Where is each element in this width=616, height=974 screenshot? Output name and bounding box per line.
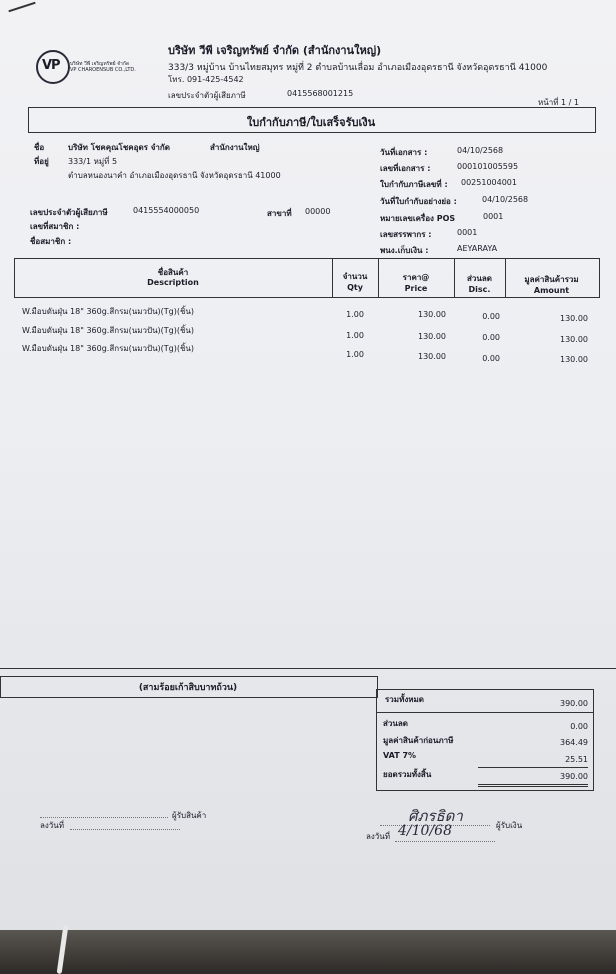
table-row-disc: 0.00 <box>482 333 500 342</box>
logo-letters: VP <box>42 58 60 73</box>
total-value-0: 390.00 <box>560 699 588 708</box>
company-tax-label: เลขประจำตัวผู้เสียภาษี <box>168 91 246 100</box>
totals-divider <box>376 712 593 713</box>
customer-branch-no: 00000 <box>305 207 331 216</box>
customer-address-2: ตำบลหนองนาคำ อำเภอเมืองอุดรธานี จังหวัดอุดรธานี 41000 <box>68 171 281 180</box>
col-header-amount-en: Amount <box>533 286 570 295</box>
doc-title: ใบกำกับภาษี/ใบเสร็จรับเงิน <box>246 116 376 129</box>
doc-info-label-2: ใบกำกับภาษีเลขที่ : <box>380 180 448 189</box>
total-value-4: 390.00 <box>560 772 588 781</box>
doc-info-value-4: 0001 <box>483 212 504 221</box>
col-header-disc-en: Disc. <box>468 285 491 294</box>
doc-info-label-0: วันที่เอกสาร : <box>380 148 428 157</box>
amount-in-words: (สามร้อยเก้าสิบบาทถ้วน) <box>138 683 238 693</box>
table-row-disc: 0.00 <box>482 354 500 363</box>
table-row-price: 130.00 <box>418 332 446 341</box>
table-row-qty: 1.00 <box>346 350 364 359</box>
col-header-disc-th: ส่วนลด <box>467 274 492 283</box>
table-row-price: 130.00 <box>418 352 446 361</box>
company-name: บริษัท วีพี เจริญทรัพย์ จำกัด (สำนักงานใหญ่) <box>168 44 382 57</box>
member-name-label: ชื่อสมาชิก : <box>30 237 72 246</box>
company-logo <box>36 50 70 84</box>
collector-label: ผู้รับเงิน <box>496 821 523 830</box>
table-row-qty: 1.00 <box>346 331 364 340</box>
doc-info-value-0: 04/10/2568 <box>457 146 504 155</box>
col-header-desc-en: Description <box>147 278 199 287</box>
receiver-label: ผู้รับสินค้า <box>172 811 207 820</box>
customer-tax-id: 0415554000050 <box>133 206 200 215</box>
table-row-desc: W.มือบดันฝุ่น 18" 360g.สีกรม(นมวปัน)(Tg)(ชิ้น) <box>22 326 195 335</box>
logo-sub-th: บริษัท วีพี เจริญทรัพย์ จำกัด <box>70 61 130 67</box>
footer-top-rule <box>0 668 616 669</box>
grand-total-underline-2 <box>478 786 588 787</box>
customer-branch: สำนักงานใหญ่ <box>210 143 260 152</box>
member-no-label: เลขที่สมาชิก : <box>30 222 80 231</box>
table-row-desc: W.มือบดันฝุ่น 18" 360g.สีกรม(นมวปัน)(Tg)(ชิ้น) <box>22 307 195 316</box>
doc-info-label-5: เลขสรรพากร : <box>380 230 432 239</box>
customer-address-label: ที่อยู่ <box>34 157 49 166</box>
col-header-desc-th: ชื่อสินค้า <box>157 268 189 277</box>
col-header-amount-th: มูลค่าสินค้ารวม <box>524 275 579 284</box>
customer-name-label: ชื่อ <box>34 143 45 152</box>
logo-sub-en: VP CHAROENSUB CO.,LTD. <box>70 67 136 73</box>
customer-address-1: 333/1 หมู่ที่ 5 <box>68 157 118 166</box>
doc-info-label-6: พนง.เก็บเงิน : <box>380 246 429 255</box>
customer-name: บริษัท โชคคุณโชคอุดร จำกัด <box>68 143 170 152</box>
total-label-4: ยอดรวมทั้งสิ้น <box>383 770 432 779</box>
doc-info-label-1: เลขที่เอกสาร : <box>380 164 431 173</box>
receiver-sign-line <box>40 817 168 818</box>
table-row-price: 130.00 <box>418 310 446 319</box>
pen-mark <box>8 2 35 13</box>
collector-date-label: ลงวันที่ <box>366 832 391 841</box>
company-phone: โทร. 091-425-4542 <box>168 75 244 84</box>
col-header-price-en: Price <box>404 284 428 293</box>
collector-date-line <box>395 841 495 842</box>
table-row-amount: 130.00 <box>560 335 588 344</box>
receiver-date-line <box>70 829 180 830</box>
doc-info-value-6: AEYARAYA <box>457 244 498 253</box>
col-header-price-th: ราคา@ <box>402 273 430 282</box>
doc-info-label-4: หมายเลขเครื่อง POS <box>380 214 456 223</box>
table-surface <box>0 930 616 974</box>
customer-tax-label: เลขประจำตัวผู้เสียภาษี <box>30 208 108 217</box>
grand-total-underline <box>478 784 588 785</box>
doc-info-value-5: 0001 <box>457 228 478 237</box>
doc-info-value-3: 04/10/2568 <box>482 195 529 204</box>
company-tax-id: 0415568001215 <box>287 89 354 98</box>
page-number: หน้าที่ 1 / 1 <box>538 98 580 107</box>
doc-info-value-2: 00251004001 <box>461 178 517 187</box>
table-row-amount: 130.00 <box>560 314 588 323</box>
total-value-2: 364.49 <box>560 738 588 747</box>
table-row-disc: 0.00 <box>482 312 500 321</box>
company-address: 333/3 หมู่บ้าน บ้านไทยสมุทร หมู่ที่ 2 ตำบลบ้านเลื่อม อำเภอเมืองอุดรธานี จังหวัดอุดรธานี 41000 <box>168 63 548 73</box>
doc-info-value-1: 000101005595 <box>457 162 519 171</box>
col-header-qty-en: Qty <box>347 283 363 292</box>
total-label-2: มูลค่าสินค้าก่อนภาษี <box>383 736 454 745</box>
table-row-amount: 130.00 <box>560 355 588 364</box>
receiver-date-label: ลงวันที่ <box>40 821 65 830</box>
total-label-0: รวมทั้งหมด <box>385 695 424 704</box>
collector-date: 4/10/68 <box>398 823 452 839</box>
total-value-1: 0.00 <box>570 722 588 731</box>
doc-info-label-3: วันที่ใบกำกับอย่างย่อ : <box>380 197 457 206</box>
total-label-3: VAT 7% <box>383 751 417 760</box>
total-value-3: 25.51 <box>565 755 588 764</box>
table-row-qty: 1.00 <box>346 310 364 319</box>
customer-branch-label: สาขาที่ <box>267 209 292 218</box>
col-header-qty-th: จำนวน <box>342 272 368 281</box>
vat-underline <box>478 767 588 768</box>
table-row-desc: W.มือบดันฝุ่น 18" 360g.สีกรม(นมวปัน)(Tg)(ชิ้น) <box>22 344 195 353</box>
collector-signature: ศิภรธิดา <box>408 807 463 825</box>
total-label-1: ส่วนลด <box>383 719 408 728</box>
